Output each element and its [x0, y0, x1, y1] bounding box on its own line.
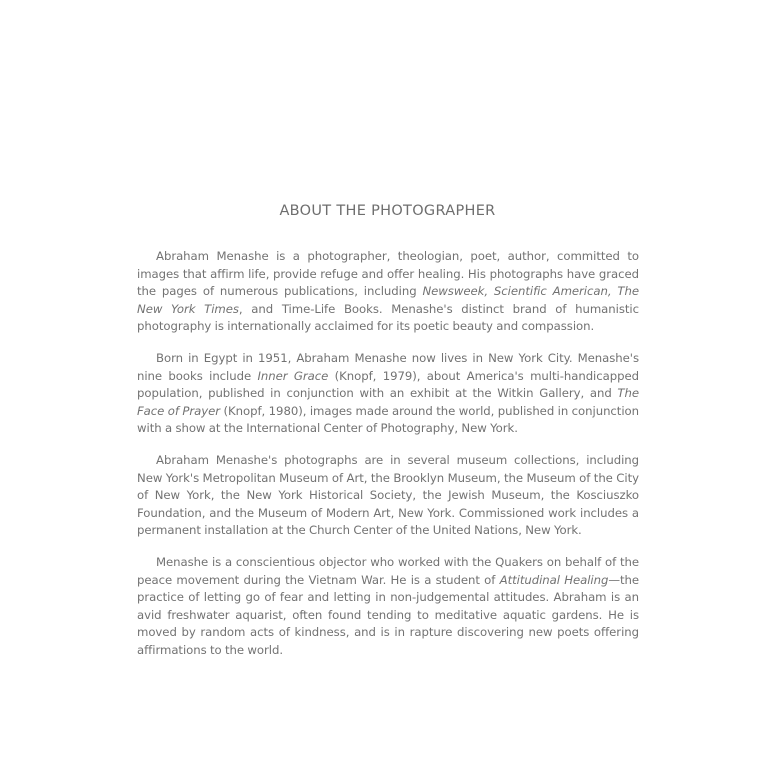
book-title: The Face of Prayer — [137, 386, 639, 418]
paragraph-text: Born in Egypt in 1951, Abraham Menashe now lives in New York City. Menashe's nine books include — [137, 350, 639, 383]
biography-text — [137, 248, 639, 673]
paragraph-text: Abraham Menashe's photographs are in several museum collections, including New York's Metropolitan Museum of Art, the Brooklyn Museum, the Museum of the City of New York, the New York Historical Society, the Jewish Museum, the Kosciuszko Foundation, and the Museum of Modern Art, New York. Commissioned work includes a permanent installation at the Church Center of the United Nations, New York. — [137, 452, 639, 538]
paragraph-text: Menashe is a conscientious objector who worked with the Quakers on behalf of the peace movement during the Vietnam War. He is a student of — [137, 554, 639, 587]
publication-titles: Newsweek, Scientific American, The New York Times — [137, 284, 640, 316]
paragraph-3 — [137, 452, 639, 540]
paragraph-2 — [137, 350, 639, 438]
paragraph-4 — [137, 554, 639, 660]
paragraph-text: , and Time-Life Books. Menashe's distinct brand of humanistic photography is internationally acclaimed for its poetic beauty and compassion. — [137, 301, 639, 334]
practice-name: Attitudinal Healing — [499, 572, 609, 587]
paragraph-1 — [137, 248, 639, 336]
paragraph-text: (Knopf, 1980), images made around the world, published in conjunction with a show at the International Center of Photography, New York. — [137, 403, 639, 436]
page-heading: ABOUT THE PHOTOGRAPHER — [279, 203, 496, 219]
paragraph-text: —the practice of letting go of fear and letting in non-judgemental attitudes. Abraham is an avid freshwater aquarist, often found tending to meditative aquatic gardens. He is moved by random acts of kindness, and is in rapture discovering new poets offering affirmations to the world. — [137, 572, 640, 657]
book-title: Inner Grace — [257, 368, 329, 383]
paragraph-text: Abraham Menashe is a photographer, theologian, poet, author, committed to images that affirm life, provide refuge and offer healing. His photographs have graced the pages of numerous publications, including — [137, 249, 639, 299]
paragraph-text: (Knopf, 1979), about America's multi-handicapped population, published in conjunction with an exhibit at the Witkin Gallery, and — [137, 368, 639, 401]
